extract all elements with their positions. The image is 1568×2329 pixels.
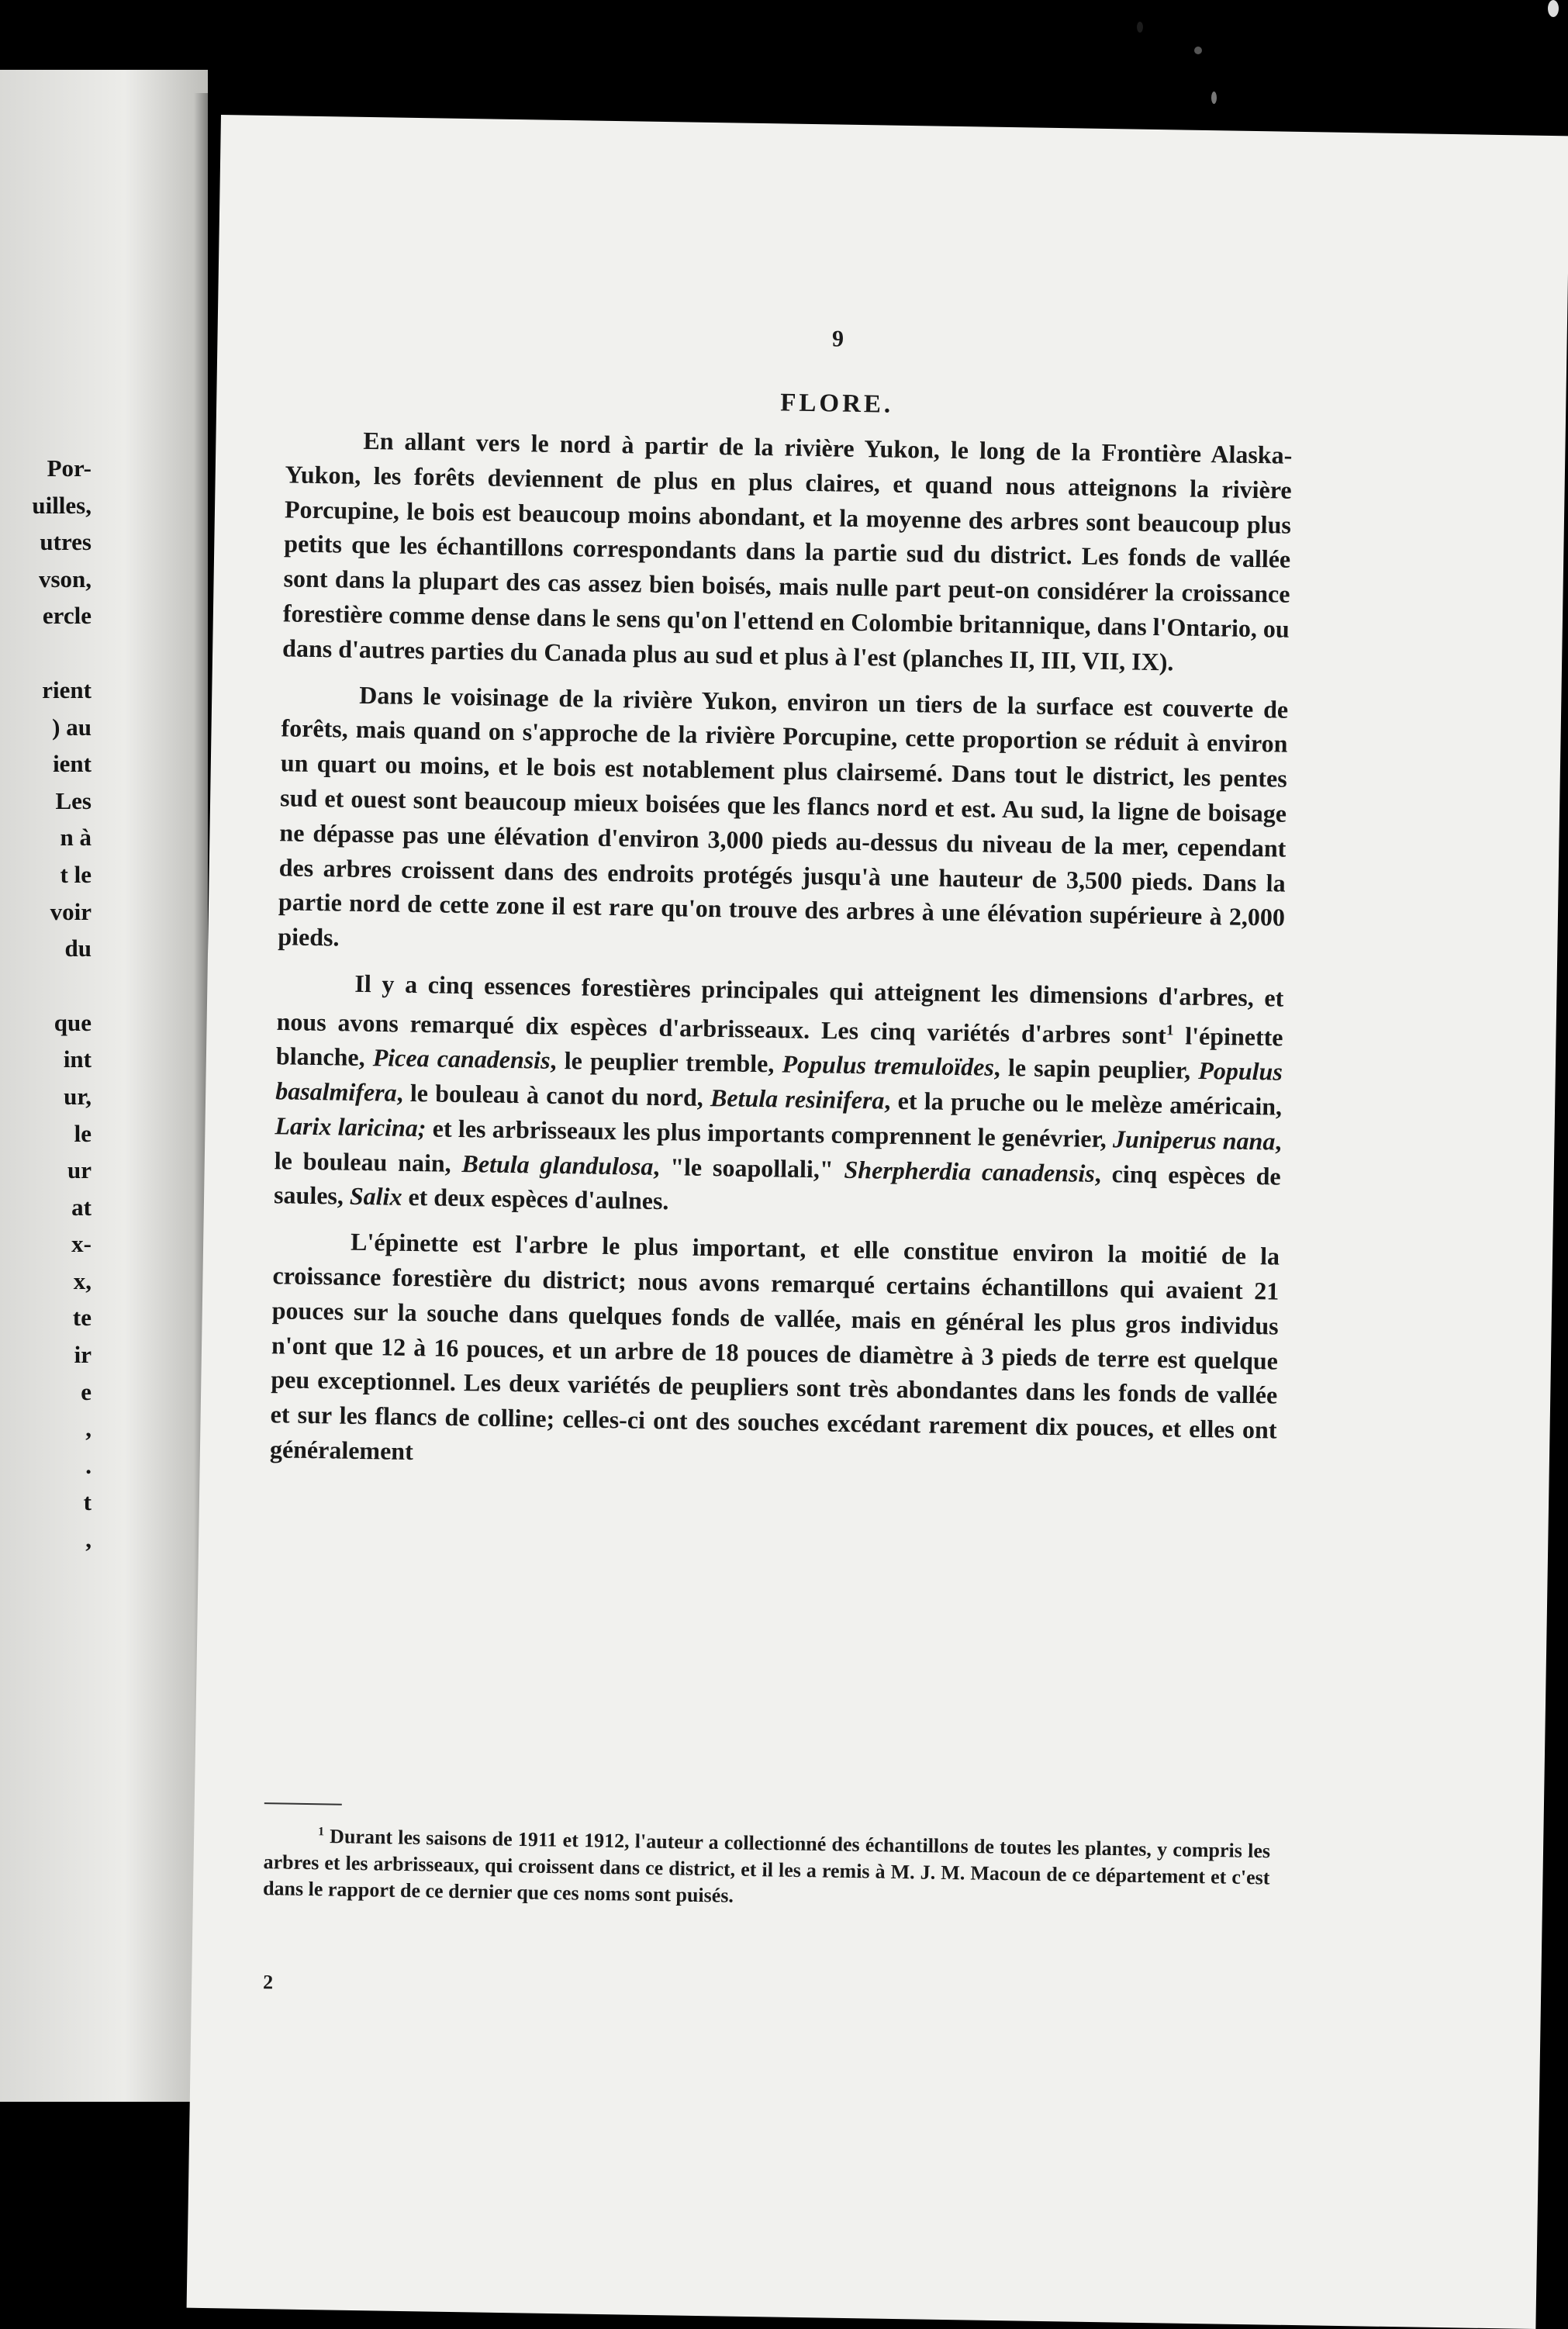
dust-speck (1211, 92, 1217, 104)
left-margin-line: Por- (47, 454, 92, 482)
left-margin-line: t (83, 1488, 92, 1516)
left-margin-line: , (85, 1526, 92, 1553)
left-margin-line: que (54, 1008, 92, 1036)
species-name: Salix (349, 1182, 402, 1211)
left-page-cropped-text (0, 450, 92, 1558)
left-margin-line: n à (60, 824, 92, 852)
left-margin-line: te (72, 1304, 92, 1332)
left-margin-line: voir (50, 897, 92, 925)
left-margin-line (0, 967, 92, 1004)
left-margin-line: at (71, 1193, 92, 1221)
left-margin-line: , (85, 1415, 92, 1443)
footnote (263, 1818, 1271, 1917)
book-page (187, 115, 1568, 2329)
body-text (269, 422, 1292, 1493)
left-margin-line: e (81, 1377, 92, 1405)
left-margin-line: uilles, (32, 491, 92, 519)
dust-speck (1194, 47, 1202, 54)
species-name: Betula resinifera (710, 1083, 885, 1114)
left-page-fragment (0, 70, 208, 2102)
left-margin-line: ) au (52, 713, 92, 741)
species-name: Populus basalmifera (275, 1056, 1283, 1107)
left-margin-line: vson, (38, 565, 92, 593)
species-name: Larix laricina; (275, 1111, 427, 1142)
paragraph-2: Dans le voisinage de la rivière Yukon, environ un tiers de la surface est couverte de forêts, mais quand on s'approche de la rivière Porcupine, cette proportion se réduit à environ un quart ou moins, et le bois est notablement plus clairsemé. Dans tout le district, les pentes sud et ouest sont beaucoup mieux boisées que les flancs nord et est. Au sud, la ligne de boisage ne dépasse pas une élévation d'environ 3,000 pieds au-dessus du niveau de la mer, cependant des arbres croissent dans des endroits protégés jusqu'à une hauteur de 3,500 pieds. Dans la partie nord de cette zone il est rare qu'on trouve des arbres à une élévation supérieure à 2,000 pieds. (278, 680, 1289, 952)
section-heading: FLORE. (780, 389, 894, 419)
footnote-mark: 1 (318, 1825, 325, 1839)
species-name: Betula glandulosa (461, 1149, 654, 1180)
species-name: Sherpherdia canadensis (844, 1155, 1096, 1187)
paragraph-1: En allant vers le nord à partir de la rivière Yukon, le long de la Frontière Alaska-Yukon, les forêts deviennent de plus en plus claires, et quand nous atteignons la rivière Porcupine, le bois est beaucoup moins abondant, et la moyenne des arbres sont beaucoup plus petits que les échantillons correspondants dans la partie sud du district. Les fonds de vallée sont dans la plupart des cas assez bien boisés, mais nulle part peut-on considérer la croissance forestière comme dense dans le sens qu'on l'ettend en Colombie britannique, dans l'Ontario, ou dans d'autres parties du Canada plus au sud et plus à l'est (planches II, III, VII, IX). (281, 426, 1293, 676)
left-margin-line: le (74, 1119, 92, 1147)
species-name: Picea canadensis (372, 1043, 551, 1075)
left-margin-line: du (64, 935, 92, 962)
species-name: Juniperus nana (1112, 1125, 1276, 1156)
paragraph-3: Il y a cinq essences forestières principales qui atteignent les dimensions d'arbres, et nous avons remarqué dix espèces d'arbrisseaux. Les cinq variétés d'arbres sont$^1$ l'épinette blanche, Picea canadensis, le peuplier tremble, Populus tremuloïdes, le sapin peuplier, Populus basalmifera, le bouleau à canot du nord, Betula resinifera, et la pruche ou le melèze américain, Larix laricina; et les arbrisseaux les plus importants comprennent le genévrier, Juniperus nana, le bouleau nain, Betula glandulosa, "le soapollali," Sherpherdia canadensis, cinq espèces de saules, Salix et deux espèces d'aulnes. (273, 969, 1284, 1215)
dust-speck (1548, 0, 1559, 17)
signature-mark: 2 (262, 1971, 274, 1994)
left-margin-line: t le (60, 860, 92, 888)
left-margin-line: ercle (42, 602, 92, 630)
species-name: Populus tremuloïdes (782, 1049, 995, 1082)
left-margin-line: Les (55, 786, 92, 814)
left-margin-line: . (85, 1451, 92, 1479)
dust-speck (1137, 22, 1143, 33)
left-margin-line: ir (74, 1341, 92, 1369)
page-number: 9 (831, 326, 844, 352)
left-margin-line: utres (40, 528, 92, 556)
left-margin-line: rient (42, 676, 92, 703)
left-margin-line: x, (73, 1266, 92, 1294)
left-margin-line: x- (71, 1230, 92, 1258)
left-margin-line: int (63, 1045, 92, 1073)
paragraph-4: L'épinette est l'arbre le plus important, et elle constitue environ la moitié de la croissance forestière du district; nous avons remarqué certains échantillons qui avaient 21 pouces sur la souche dans quelques fonds de vallée, mais en général les plus gros individus n'ont que 12 à 16 pouces, et un arbre de 18 pouces de diamètre à 3 pieds de terre est quelque peu exceptionnel. Les deux variétés de peupliers sont très abondantes dans les fonds de vallée et sur les flancs de colline; celles-ci ont des souches excédant rarement dix pouces, et elles ont généralement (269, 1227, 1280, 1466)
left-margin-line: ur, (64, 1082, 92, 1110)
footnote-rule (264, 1802, 342, 1805)
left-margin-line (0, 634, 92, 672)
left-margin-line: ient (53, 750, 92, 778)
left-margin-line: ur (67, 1156, 92, 1184)
footnote-text: Durant les saisons de 1911 et 1912, l'auteur a collectionné des échantillons de toutes les plantes, y compris les arbres et les arbrisseaux, qui croissent dans ce district, et il les a remis à M. J. M. Macoun de ce département et c'est dans le rapport de ce dernier que ces noms sont puisés. (262, 1825, 1271, 1907)
footnote-reference: 1 (1166, 1022, 1174, 1039)
